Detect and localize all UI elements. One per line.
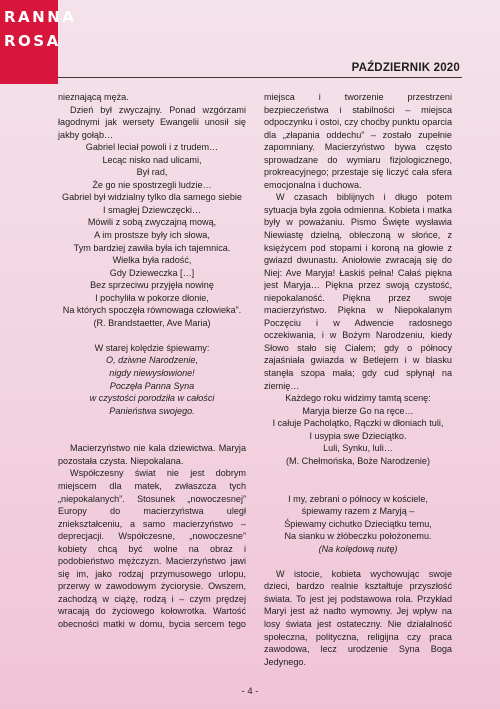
text-paragraph: O, dziwne Narodzenie, [106, 355, 198, 366]
text-paragraph: W czasach biblijnych i długo potem sytuacja była zgoła odmienna. Kobieta i matka były w poważaniu. Pismo Święte wysławia Niewiastę dzielną, obleczoną w słońce, z księżycem pod stopami i koroną na głowie z gwiazd dwunastu. Aniołowie zwracają się do Niej: Ave Maryja! Łaskiś pełna! Całaś piękna jest Maryja… Piękna przez swoją czystość, niepokalaność. Piękna przez swoje macierzyństwo. Piękna w Niepokalanym Poczęciu i w Adwencie radosnego oczekiwania, i w Bożym Narodzeniu, kiedy Słowo stało się Ciałem; gdy o północy zajaśniała gwiazda w Betlejem i w blasku stanęła szopa mała; gdy cud spłynął na ziemię… [264, 192, 452, 391]
spacer [58, 329, 246, 342]
text-paragraph: Każdego roku widzimy tamtą scenę: [285, 393, 431, 404]
text-paragraph: (Na kolędową nutę) [318, 543, 398, 554]
text-paragraph: śpiewamy razem z Maryją – [301, 506, 415, 517]
right-column [264, 91, 452, 668]
text-paragraph: Współczesny świat nie jest dobrym miejscem dla matek, zwłaszcza tych „niepokalanych”. Stosunek „nowoczesnej” Europy do macierzyństwa uległ zniekształceniu, a samo macierzyństwo – deprecjacji. Współczesne, „nowoczesne” kobiety chcą być wolne na obraz i podobieństwo mężczyzn. Macierzyństwo jawi się im, jako rodzaj przymusowego urlopu, przerwy w zawodowym życiorysie. Owszem, zachodzą w ciążę, rodzą i – czym prędzej wracają do życiowego kołowrotka. Wartość obecności matki w domu, bycia sercem tego [58, 468, 246, 629]
text-paragraph: Maryja bierze Go na ręce… [302, 405, 414, 416]
text-paragraph: Gabriel leciał powoli i z trudem… [85, 142, 219, 153]
text-paragraph: miejsca i tworzenie przestrzeni bezpieczeństwa i stabilności – miejsca odpoczynku i ostoi, czy choćby punktu oparcia dla „złapania oddechu” – zostało zupełnie zapomniany. Macierzyństwo bywa często sprowadzane do wymiaru fizjologicznego, prokreacyjnego; przestaje się liczyć cała sfera emocjonalna i duchowa. [264, 92, 452, 190]
spacer [58, 417, 246, 430]
left-column [58, 91, 246, 631]
text-paragraph: Bez sprzeciwu przyjęła nowinę [90, 280, 214, 291]
logo-word-rosa: ROSA [4, 32, 61, 50]
text-paragraph: (M. Chełmońska, Boże Narodzenie) [285, 455, 431, 466]
ranna-rosa-logo [0, 0, 77, 84]
text-paragraph: I usypia swe Dzieciątko. [309, 430, 407, 441]
text-paragraph: Mówili z sobą zwyczajną mową, [87, 217, 217, 228]
text-paragraph: Był rad, [136, 167, 168, 178]
text-paragraph: Na których spoczęła równowaga człowieka”. [62, 305, 242, 316]
text-paragraph: Dzień był zwyczajny. Ponad wzgórzami łagodnymi jak wersety Ewangelii unosił się jakby gołąb… [58, 104, 246, 140]
text-paragraph: Tym bardziej zawiła była ich tajemnica. [73, 242, 231, 253]
logo-word-ranna: RANNA [4, 8, 77, 26]
text-paragraph: I smagłej Dziewczęcki… [102, 204, 202, 215]
text-paragraph: W istocie, kobieta wychowując swoje dzieci, bardzo realnie kształtuje przyszłość świata. To jest jej podstawowa rola. Przykład Maryi jest aż nadto wymowny. Jej wpływ na losy świata jest ostateczny. Nie działalność społeczna, polityczna, religijna czy praca zawodowa, lecz urodzenie Syna Boga Jedynego. [264, 568, 452, 667]
text-paragraph: nieznającą męża. [58, 92, 129, 102]
text-paragraph: Na sianku w żłóbeczku położonemu. [284, 531, 432, 542]
text-paragraph: Śpiewamy cichutko Dzieciątku temu, [284, 518, 432, 529]
spacer [58, 430, 246, 443]
text-paragraph: Wielka była radość, [112, 255, 192, 266]
text-paragraph: Lecąc nisko nad ulicami, [102, 154, 202, 165]
spacer [264, 555, 452, 568]
text-paragraph: (R. Brandstaetter, Ave Maria) [93, 317, 211, 328]
header-rule [58, 77, 462, 78]
text-paragraph: I pochyliła w pokorze dłonie, [95, 292, 209, 303]
text-paragraph: W starej kolędzie śpiewamy: [94, 342, 210, 353]
text-paragraph: w czystości porodziła w całości [89, 393, 215, 404]
text-paragraph: Poczęła Panna Syna [109, 380, 195, 391]
text-paragraph: Luli, Synku, luli… [323, 443, 393, 454]
text-paragraph: I całuje Pacholątko, Rączki w dłoniach tuli, [272, 418, 444, 429]
spacer [264, 480, 452, 493]
text-paragraph: Gabriel był widzialny tylko dla samego siebie [62, 192, 242, 203]
text-paragraph: Że go nie spostrzegli ludzie… [92, 179, 212, 190]
text-paragraph: Panieństwa swojego. [109, 405, 195, 416]
issue-date: PAŹDZIERNIK 2020 [351, 62, 460, 74]
text-paragraph: A im prostsze były ich słowa, [94, 230, 210, 241]
text-paragraph: Gdy Dzieweczka […] [109, 267, 195, 278]
text-paragraph: nigdy niewysłowione! [109, 368, 195, 379]
text-paragraph: Macierzyństwo nie kala dziewictwa. Maryja pozostała czysta. Niepokalana. [58, 443, 246, 466]
spacer [264, 467, 452, 480]
page-number: - 4 - [241, 686, 259, 697]
text-paragraph: I my, zebrani o północy w kościele, [288, 493, 428, 504]
